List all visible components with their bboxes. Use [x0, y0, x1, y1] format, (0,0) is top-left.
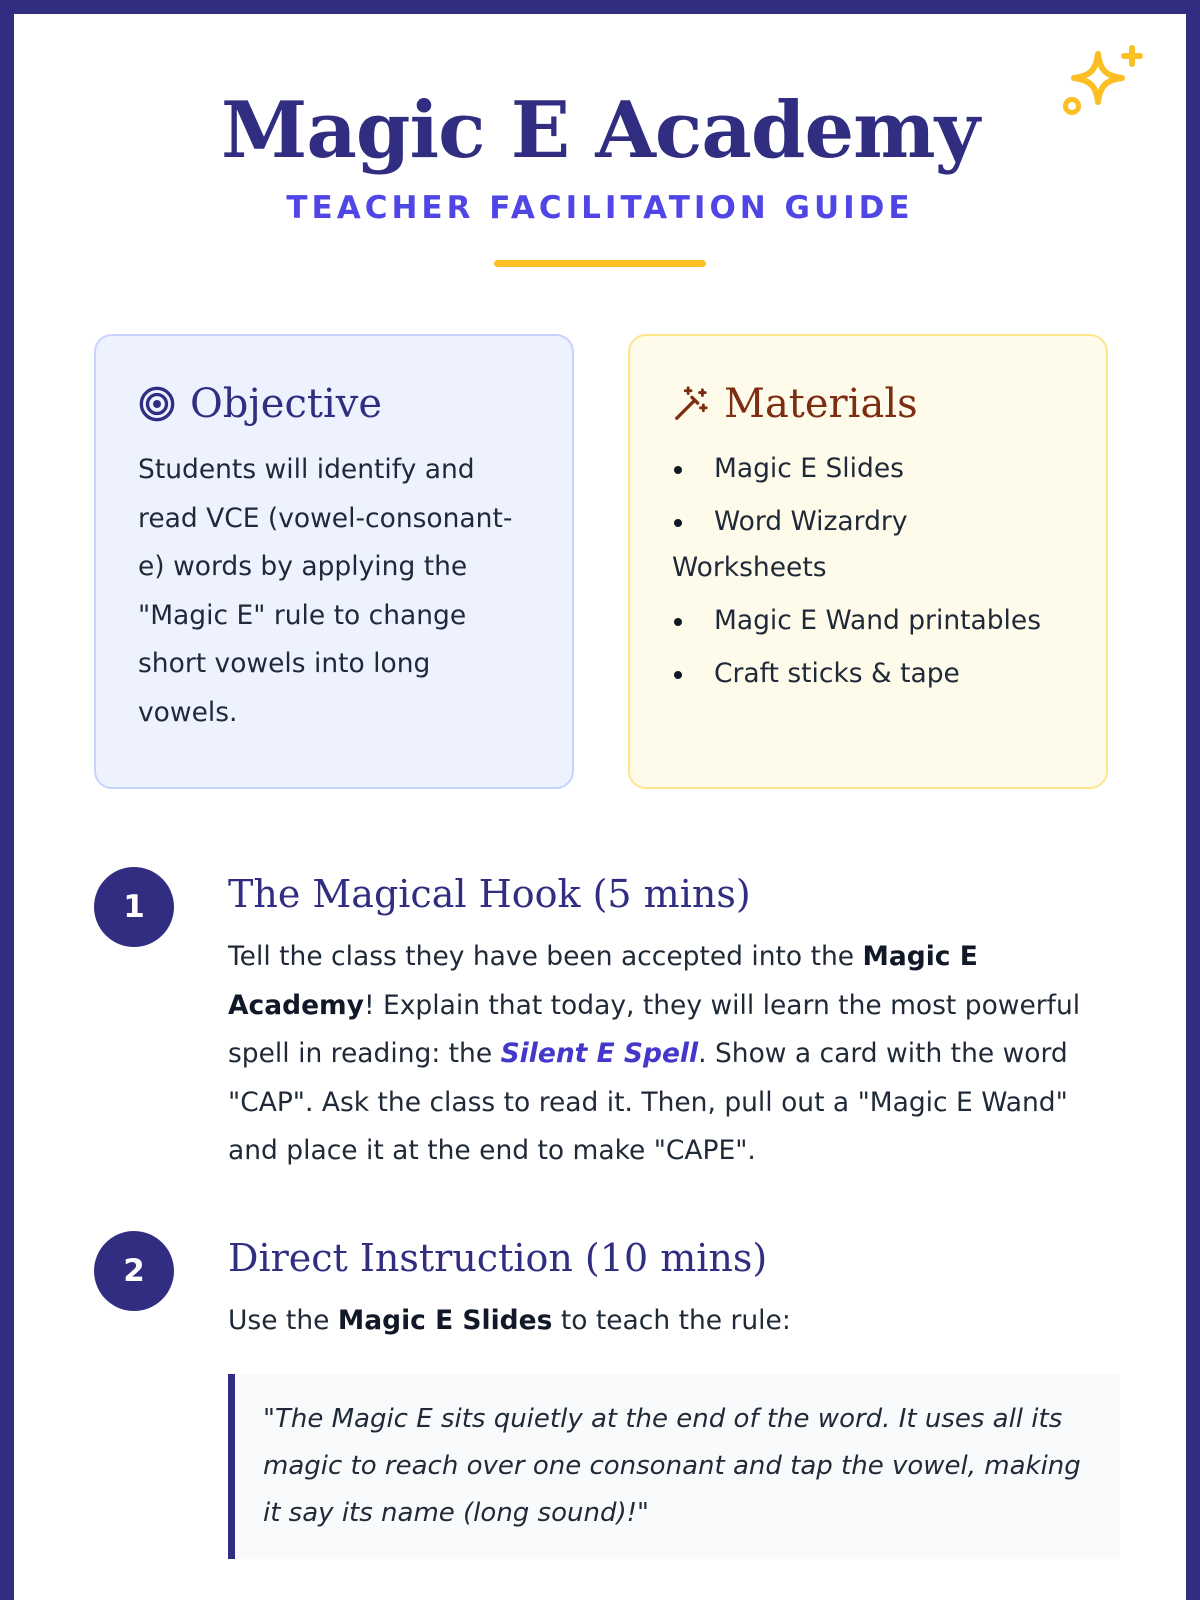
step-text-part: . Show a card with the word "CAP". Ask the class to read it. Then, pull out a "Magic E Wand" and place it at the end to make "CAPE".	[228, 1038, 1068, 1166]
step-body	[228, 1231, 1120, 1585]
materials-list	[672, 446, 1064, 697]
step-body	[228, 867, 1120, 1176]
step-number-badge: 1	[94, 867, 174, 947]
magic-wand-icon	[672, 385, 710, 423]
materials-card	[628, 334, 1108, 789]
materials-title: Materials	[724, 381, 918, 427]
step-text-part: ! Explain that today, they will learn the most powerful spell in reading: the	[228, 989, 1081, 1069]
info-cards	[94, 334, 1120, 789]
step-text-part: Tell the class they have been accepted into the	[228, 941, 863, 972]
step-text	[228, 933, 1120, 1176]
step-title: The Magical Hook (5 mins)	[228, 872, 751, 916]
rule-quote: "The Magic E sits quietly at the end of the word. It uses all its magic to reach over one consonant and tap the vowel, making it say its name (long sound)!"	[228, 1374, 1120, 1559]
sparkle-icon	[1062, 42, 1146, 126]
page-title: Magic E Academy	[221, 85, 979, 176]
objective-text: Students will identify and read VCE (vowel-consonant-e) words by applying the "Magic E" rule to change short vowels into long vowels.	[138, 454, 513, 728]
title-underline	[494, 260, 706, 267]
materials-item: Magic E Wand printables	[672, 598, 1064, 644]
academy-emphasis: Magic E Academy	[228, 941, 978, 1021]
materials-item: Craft sticks & tape	[672, 651, 1064, 697]
step-text-part: Use the	[228, 1305, 338, 1336]
materials-heading	[672, 376, 1064, 432]
slides-emphasis: Magic E Slides	[337, 1305, 553, 1336]
step-title: Direct Instruction (10 mins)	[228, 1236, 768, 1280]
materials-item: Word Wizardry Worksheets	[672, 499, 1064, 591]
step-number-badge: 2	[94, 1231, 174, 1311]
guide-header	[14, 14, 1186, 267]
materials-item: Magic E Slides	[672, 446, 1064, 492]
objective-card	[94, 334, 574, 789]
silent-e-spell-emphasis: Silent E Spell	[500, 1038, 699, 1069]
objective-heading	[138, 376, 530, 432]
objective-title: Objective	[190, 381, 383, 427]
step-text	[228, 1297, 1120, 1346]
step-text-part: to teach the rule:	[552, 1305, 791, 1336]
page-subtitle: TEACHER FACILITATION GUIDE	[286, 190, 914, 226]
target-icon	[138, 385, 176, 423]
